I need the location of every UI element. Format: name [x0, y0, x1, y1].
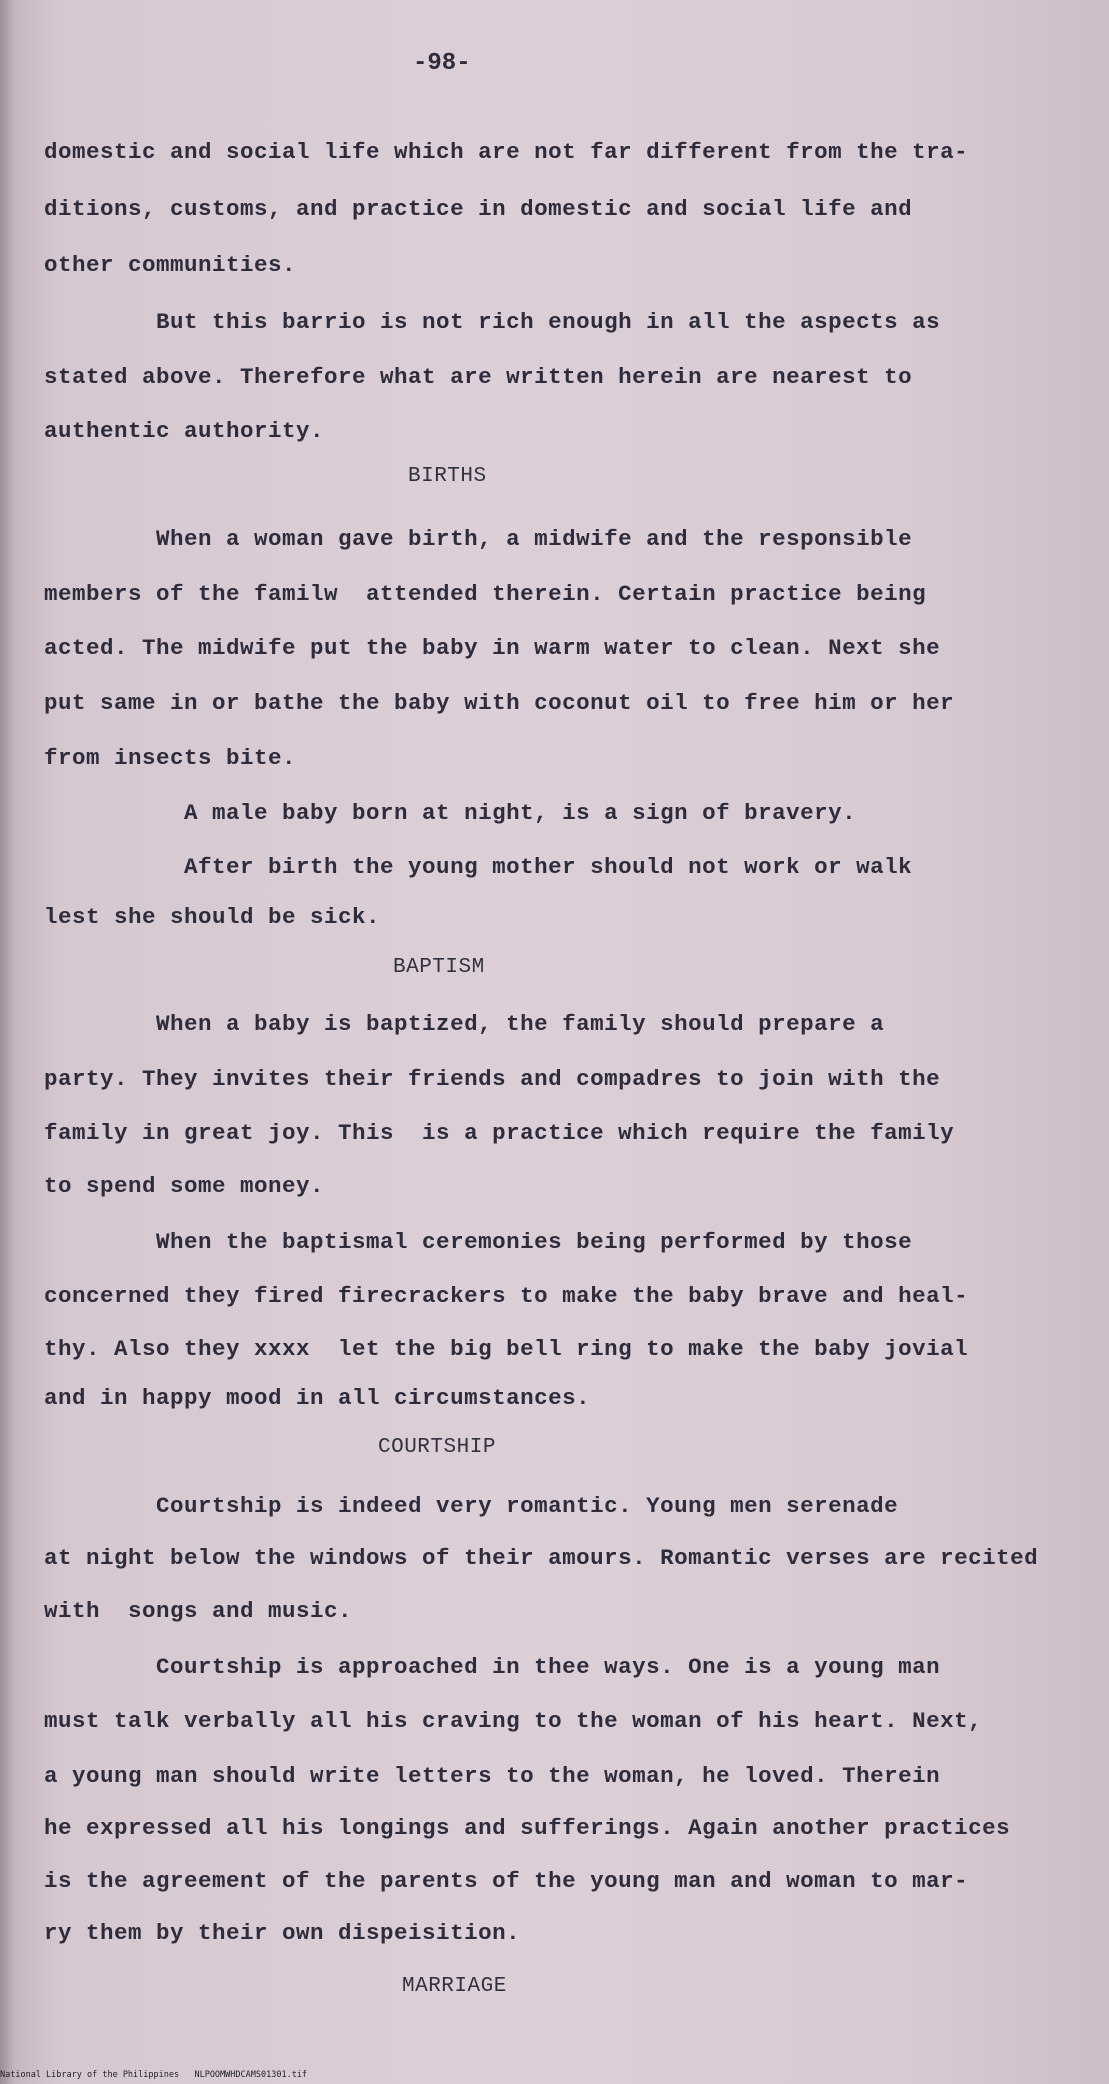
- text-line: Courtship is indeed very romantic. Young men serenade: [44, 1493, 899, 1519]
- text-line: But this barrio is not rich enough in all the aspects as: [44, 309, 941, 335]
- text-line: concerned they fired firecrackers to make the baby brave and heal-: [44, 1283, 969, 1309]
- text-line: to spend some money.: [44, 1173, 325, 1199]
- text-line: ditions, customs, and practice in domestic and social life and: [44, 196, 913, 222]
- section-heading-baptism: BAPTISM: [393, 956, 485, 979]
- text-line: with songs and music.: [44, 1598, 353, 1624]
- text-line: he expressed all his longings and sufferings. Again another practices: [44, 1815, 1011, 1841]
- text-line: stated above. Therefore what are written herein are nearest to: [44, 364, 913, 390]
- text-line: family in great joy. This is a practice which require the family: [44, 1120, 955, 1146]
- text-line: a young man should write letters to the woman, he loved. Therein: [44, 1763, 941, 1789]
- text-line: must talk verbally all his craving to the woman of his heart. Next,: [44, 1708, 983, 1734]
- text-line: lest she should be sick.: [44, 904, 381, 930]
- text-line: thy. Also they xxxx let the big bell ring to make the baby jovial: [44, 1336, 969, 1362]
- text-line: ry them by their own dispeisition.: [44, 1920, 521, 1946]
- text-line: from insects bite.: [44, 745, 297, 771]
- text-line: and in happy mood in all circumstances.: [44, 1385, 591, 1411]
- section-heading-births: BIRTHS: [408, 465, 487, 488]
- text-line: When the baptismal ceremonies being performed by those: [44, 1229, 913, 1255]
- text-line: domestic and social life which are not far different from the tra-: [44, 139, 969, 165]
- text-line: A male baby born at night, is a sign of bravery.: [44, 800, 857, 826]
- section-heading-courtship: COURTSHIP: [378, 1436, 496, 1459]
- text-line: When a woman gave birth, a midwife and the responsible: [44, 526, 913, 552]
- text-line: After birth the young mother should not work or walk: [44, 854, 913, 880]
- text-line: at night below the windows of their amours. Romantic verses are recited: [44, 1545, 1039, 1571]
- text-line: members of the familw attended therein. Certain practice being: [44, 581, 927, 607]
- page-edge-shadow: [0, 0, 14, 2084]
- text-line: party. They invites their friends and compadres to join with the: [44, 1066, 941, 1092]
- text-line: acted. The midwife put the baby in warm water to clean. Next she: [44, 635, 941, 661]
- page-number: -98-: [413, 50, 471, 77]
- text-line: put same in or bathe the baby with coconut oil to free him or her: [44, 690, 955, 716]
- section-heading-marriage: MARRIAGE: [402, 1975, 507, 1998]
- scan-footer-caption: National Library of the Philippines NLPOOMWHDCAMS01301.tif: [0, 2070, 308, 2080]
- text-line: other communities.: [44, 252, 297, 278]
- text-line: Courtship is approached in thee ways. One is a young man: [44, 1654, 941, 1680]
- text-line: authentic authority.: [44, 418, 325, 444]
- text-line: When a baby is baptized, the family should prepare a: [44, 1011, 885, 1037]
- text-line: is the agreement of the parents of the young man and woman to mar-: [44, 1868, 969, 1894]
